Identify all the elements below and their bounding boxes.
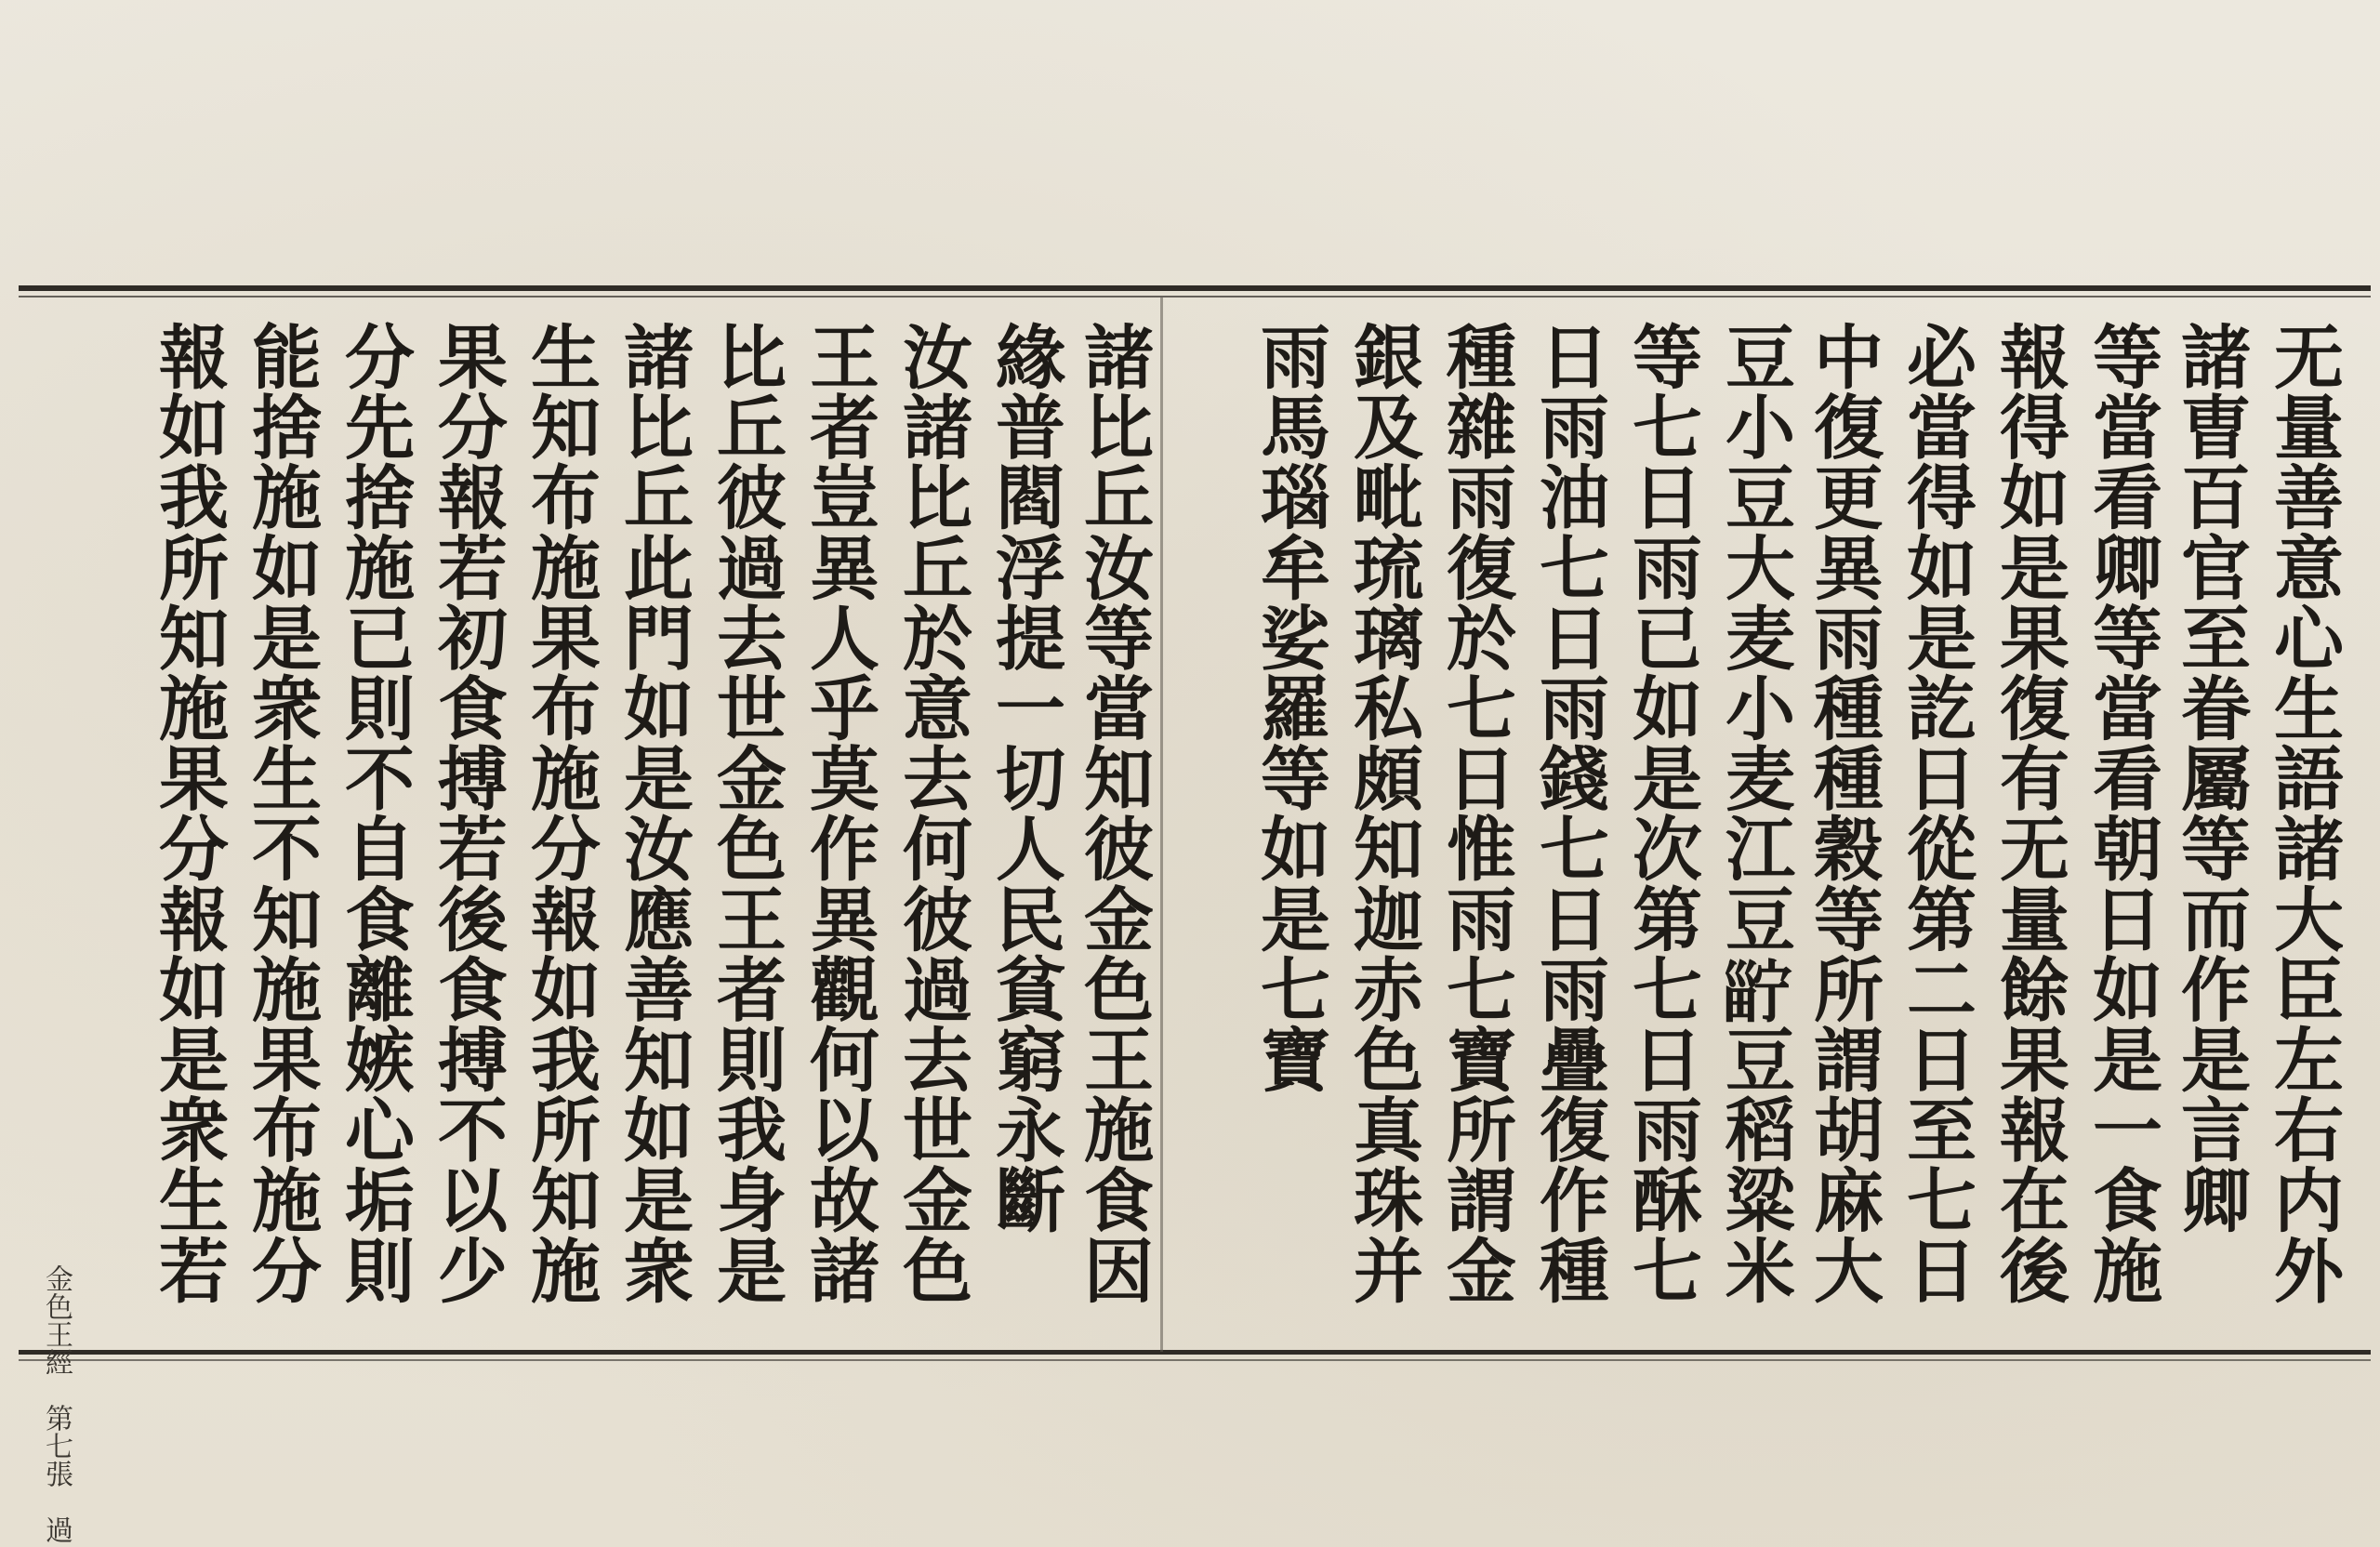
text-column-9: 日雨油七日雨錢七日雨疊復作種: [1528, 321, 1610, 1305]
top-border-rule: [19, 285, 2371, 291]
top-border-inner-rule: [19, 296, 2371, 298]
text-column-2: 諸曺百官至眷屬等而作是言卿: [2170, 321, 2252, 1235]
text-column-7: 豆小豆大麦小麦江豆𤲑豆稻粱米: [1714, 321, 1796, 1305]
text-column-17: 比丘彼過去世金色王者則我身是: [706, 321, 787, 1305]
text-column-12: 雨馬瑙牟娑羅等如是七寶: [1250, 321, 1331, 1094]
text-column-6: 中復更異雨種種穀等所謂胡麻大: [1803, 321, 1884, 1305]
text-column-5: 必當得如是訖日從第二日至七日: [1896, 321, 1977, 1305]
text-column-23: 報如我所知施果分報如是衆生若: [148, 321, 230, 1305]
text-column-13: 諸比丘汝等當知彼金色王施食因: [1073, 321, 1155, 1305]
bottom-border-inner-rule: [19, 1359, 2371, 1361]
text-column-22: 能捨施如是衆生不知施果布施分: [241, 321, 323, 1305]
text-column-4: 報得如是果復有无量餘果報在後: [1989, 321, 2070, 1305]
text-column-19: 生知布施果布施分報如我所知施: [520, 321, 602, 1305]
text-column-14: 緣普閻浮提一切人民貧窮永斷: [985, 321, 1066, 1235]
text-column-1: 无量善意心生語諸大臣左右内外: [2263, 321, 2345, 1305]
text-column-3: 等當看卿等當看朝日如是一食施: [2082, 321, 2163, 1305]
bottom-border-rule: [19, 1350, 2371, 1355]
text-column-16: 王者豈異人乎莫作異觀何以故諸: [799, 321, 880, 1305]
text-column-20: 果分報若初食搏若後食搏不以少: [427, 321, 509, 1305]
center-fold-line: [1160, 298, 1163, 1352]
text-column-8: 等七日雨已如是次第七日雨酥七: [1621, 321, 1703, 1305]
text-column-10: 種雜雨復於七日惟雨七寶所謂金: [1435, 321, 1517, 1305]
text-column-11: 銀及毗琉璃私頗知迦赤色真珠并: [1342, 321, 1424, 1305]
spine-label: 金色王經 第七張 過: [40, 1264, 73, 1543]
text-column-15: 汝諸比丘於意去何彼過去世金色: [892, 321, 973, 1305]
text-column-18: 諸比丘此門如是汝應善知如是衆: [613, 321, 694, 1305]
text-column-21: 分先捨施已則不自食離嫉心垢則: [334, 321, 416, 1305]
